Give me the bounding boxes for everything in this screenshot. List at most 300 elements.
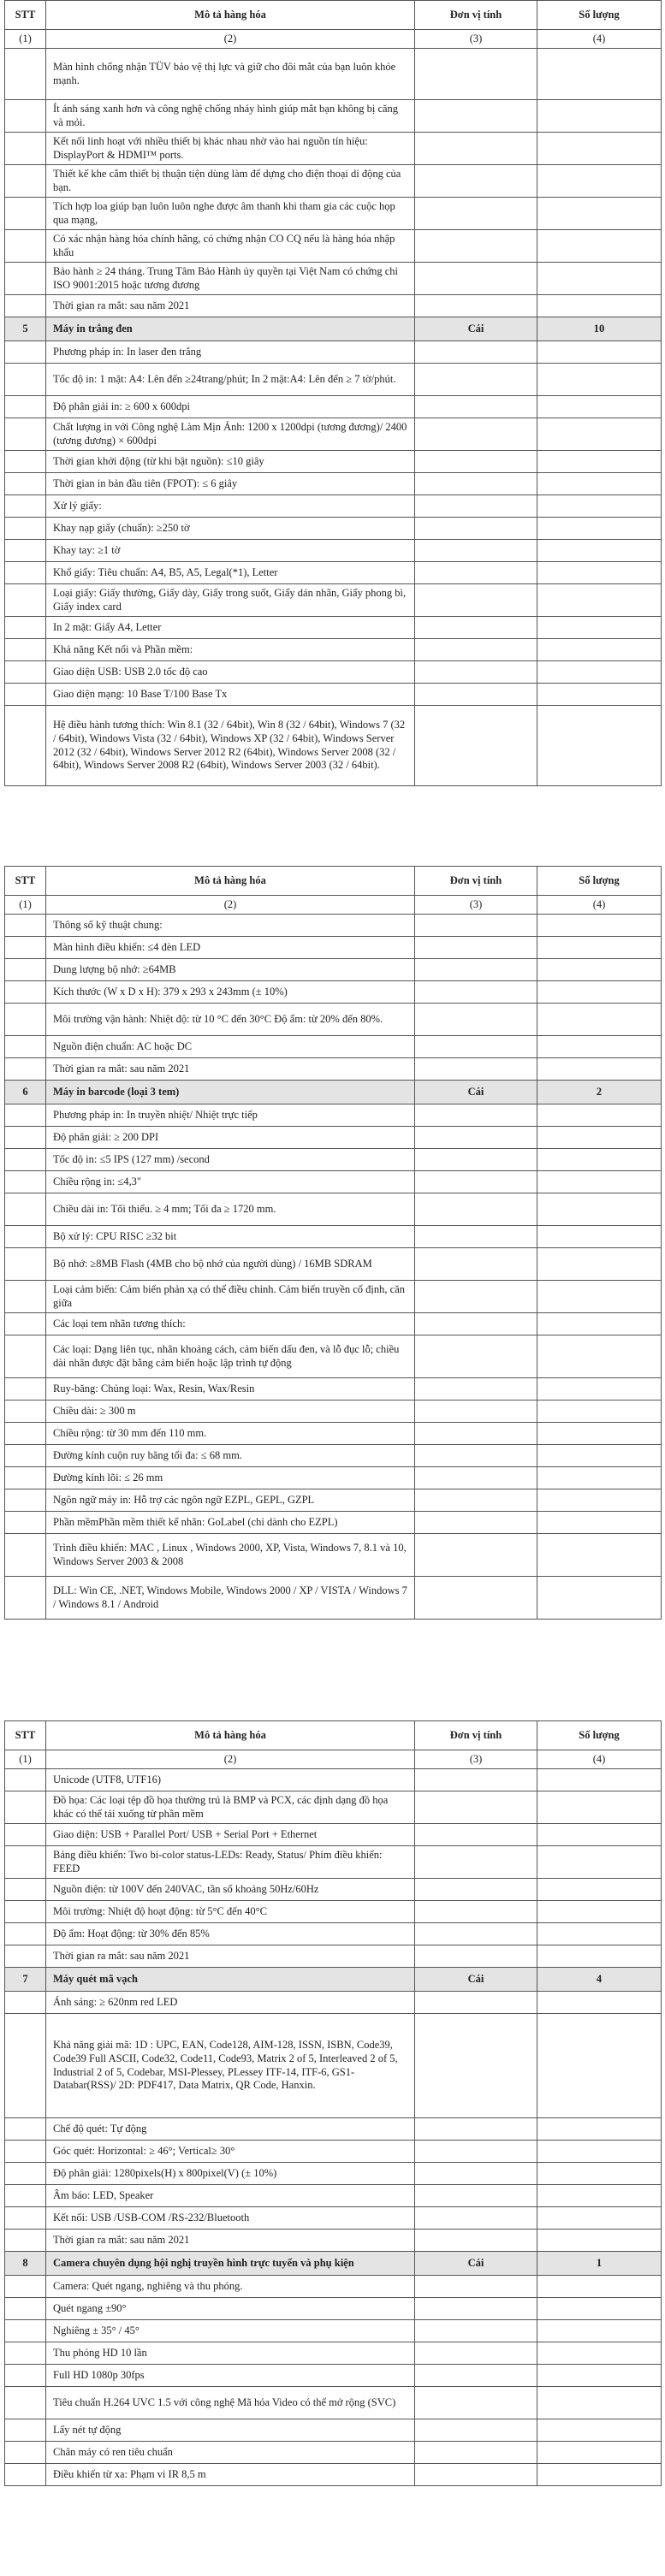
unit-cell <box>415 2118 537 2141</box>
stt-cell <box>5 1104 46 1127</box>
item-number: 5 <box>5 317 46 341</box>
quantity-cell <box>537 2419 662 2442</box>
spec-row <box>5 1226 662 1248</box>
spec-description: Kết nối linh hoạt với nhiều thiết bị khác nhau nhờ vào hai nguồn tín hiệu: DisplayPort & HDMI™ ports. <box>46 133 415 165</box>
column-number: (3) <box>415 896 537 915</box>
spec-description: Các loại tem nhãn tương thích: <box>46 1313 415 1335</box>
spec-row <box>5 295 662 317</box>
spec-row <box>5 1401 662 1423</box>
spec-row <box>5 2276 662 2298</box>
quantity-cell <box>537 684 662 706</box>
spec-description: Khay nạp giấy (chuẩn): ≥250 tờ <box>46 518 415 540</box>
unit-cell <box>415 198 537 230</box>
stt-cell <box>5 49 46 100</box>
unit-cell <box>415 1445 537 1467</box>
header-quantity: Số lượng <box>537 1 662 30</box>
quantity-cell <box>537 2141 662 2163</box>
spec-row <box>5 1534 662 1577</box>
item-unit: Cái <box>415 317 537 341</box>
quantity-cell <box>537 937 662 959</box>
stt-cell <box>5 1149 46 1171</box>
stt-cell <box>5 584 46 617</box>
unit-cell <box>415 981 537 1004</box>
unit-cell <box>415 1824 537 1846</box>
stt-cell <box>5 1335 46 1378</box>
unit-cell <box>415 2320 537 2342</box>
item-name: Camera chuyên dụng hội nghị truyền hình trực tuyến và phụ kiện <box>46 2252 415 2276</box>
stt-cell <box>5 133 46 165</box>
spec-description: Ruy-băng: Chủng loại: Wax, Resin, Wax/Resin <box>46 1378 415 1401</box>
spec-row <box>5 1036 662 1058</box>
item-unit: Cái <box>415 1081 537 1104</box>
spec-description: Điều khiển từ xa: Phạm vi IR 8,5 m <box>46 2464 415 2486</box>
stt-cell <box>5 1512 46 1534</box>
quantity-cell <box>537 1923 662 1945</box>
stt-cell <box>5 2230 46 2252</box>
spec-description: Đường kính cuộn ruy băng tối đa: ≤ 68 mm. <box>46 1445 415 1467</box>
spec-description: Môi trường: Nhiệt độ hoạt động: từ 5°C đến 40°C <box>46 1901 415 1923</box>
stt-cell <box>5 1923 46 1945</box>
stt-cell <box>5 295 46 317</box>
stt-cell <box>5 2320 46 2342</box>
unit-cell <box>415 1577 537 1620</box>
spec-row <box>5 1335 662 1378</box>
column-number: (4) <box>537 1750 662 1769</box>
quantity-cell <box>537 165 662 198</box>
spec-table <box>4 0 662 786</box>
spec-description: Âm báo: LED, Speaker <box>46 2185 415 2207</box>
spec-description: Môi trường vận hành: Nhiệt độ: từ 10 °C đến 30°C Độ ẩm: từ 20% đến 80%. <box>46 1004 415 1036</box>
spec-description: Trình điều khiển: MAC , Linux , Windows 2000, XP, Vista, Windows 7, 8.1 và 10, Windows Server 2003 & 2008 <box>46 1534 415 1577</box>
spec-description: Bộ xử lý: CPU RISC ≥32 bit <box>46 1226 415 1248</box>
quantity-cell <box>537 2276 662 2298</box>
unit-cell <box>415 364 537 396</box>
unit-cell <box>415 2163 537 2185</box>
quantity-cell <box>537 49 662 100</box>
spec-description: Thời gian khởi động (từ khi bật nguồn): ≤10 giây <box>46 451 415 473</box>
spec-description: Tiêu chuẩn H.264 UVC 1.5 với công nghệ Mã hóa Video có thể mở rộng (SVC) <box>46 2387 415 2419</box>
spec-row <box>5 263 662 295</box>
quantity-cell <box>537 2342 662 2365</box>
spec-description: Loại giấy: Giấy thường, Giấy dày, Giấy trong suốt, Giấy dán nhãn, Giấy phong bì, Giấy index card <box>46 584 415 617</box>
spec-row <box>5 1058 662 1081</box>
stt-cell <box>5 2185 46 2207</box>
quantity-cell <box>537 1036 662 1058</box>
stt-cell <box>5 937 46 959</box>
quantity-cell <box>537 540 662 562</box>
unit-cell <box>415 2230 537 2252</box>
spec-description: Tốc độ in: ≤5 IPS (127 mm) /second <box>46 1149 415 1171</box>
spec-row <box>5 1791 662 1824</box>
spec-description: Độ phân giải: 1280pixels(H) x 800pixel(V) (± 10%) <box>46 2163 415 2185</box>
column-number-row <box>5 30 662 49</box>
column-number: (4) <box>537 896 662 915</box>
stt-cell <box>5 2207 46 2230</box>
spec-row <box>5 1923 662 1945</box>
spec-description: Khay tay: ≥1 tờ <box>46 540 415 562</box>
spec-description: Tốc độ in: 1 mặt: A4: Lên đến ≥24trang/phút; In 2 mặt:A4: Lên đến ≥ 7 tờ/phút. <box>46 364 415 396</box>
spec-description: Quét ngang ±90° <box>46 2298 415 2320</box>
stt-cell <box>5 661 46 684</box>
unit-cell <box>415 1036 537 1058</box>
quantity-cell <box>537 1313 662 1335</box>
stt-cell <box>5 1378 46 1401</box>
unit-cell <box>415 1378 537 1401</box>
spec-description: Phương pháp in: In truyền nhiệt/ Nhiệt trực tiếp <box>46 1104 415 1127</box>
spec-row <box>5 1378 662 1401</box>
unit-cell <box>415 473 537 495</box>
stt-cell <box>5 540 46 562</box>
spec-description: Thời gian ra mắt: sau năm 2021 <box>46 2230 415 2252</box>
spec-table <box>4 1720 662 2486</box>
column-number: (2) <box>46 30 415 49</box>
stt-cell <box>5 451 46 473</box>
spec-description: Xử lý giấy: <box>46 495 415 518</box>
quantity-cell <box>537 473 662 495</box>
spec-row <box>5 684 662 706</box>
unit-cell <box>415 639 537 661</box>
spec-row <box>5 518 662 540</box>
stt-cell <box>5 2365 46 2387</box>
stt-cell <box>5 1489 46 1512</box>
spec-row <box>5 1193 662 1226</box>
quantity-cell <box>537 1104 662 1127</box>
spec-description: Full HD 1080p 30fps <box>46 2365 415 2387</box>
unit-cell <box>415 165 537 198</box>
stt-cell <box>5 959 46 981</box>
unit-cell <box>415 49 537 100</box>
item-name: Máy in trắng đen <box>46 317 415 341</box>
quantity-cell <box>537 2387 662 2419</box>
quantity-cell <box>537 1489 662 1512</box>
spec-row <box>5 2419 662 2442</box>
spec-row <box>5 1992 662 2014</box>
quantity-cell <box>537 2298 662 2320</box>
spec-description: Bảng điều khiển: Two bi-color status-LEDs: Ready, Status/ Phím điều khiển: FEED <box>46 1846 415 1879</box>
quantity-cell <box>537 1378 662 1401</box>
spec-description: Độ phân giải in: ≥ 600 x 600dpi <box>46 396 415 418</box>
spec-description: Nguồn điện chuẩn: AC hoặc DC <box>46 1036 415 1058</box>
quantity-cell <box>537 1467 662 1489</box>
quantity-cell <box>537 706 662 786</box>
quantity-cell <box>537 1171 662 1193</box>
spec-description: Thời gian ra mắt: sau năm 2021 <box>46 1945 415 1968</box>
quantity-cell <box>537 2365 662 2387</box>
stt-cell <box>5 1171 46 1193</box>
spec-row <box>5 2320 662 2342</box>
unit-cell <box>415 100 537 133</box>
quantity-cell <box>537 1846 662 1879</box>
unit-cell <box>415 1193 537 1226</box>
quantity-cell <box>537 2464 662 2486</box>
item-name: Máy quét mã vạch <box>46 1968 415 1992</box>
spec-row <box>5 706 662 786</box>
spec-row <box>5 1901 662 1923</box>
unit-cell <box>415 295 537 317</box>
spec-row <box>5 451 662 473</box>
unit-cell <box>415 2387 537 2419</box>
unit-cell <box>415 2298 537 2320</box>
stt-cell <box>5 2464 46 2486</box>
spec-row <box>5 1149 662 1171</box>
spec-row <box>5 1577 662 1620</box>
spec-description: Chế độ quét: Tự động <box>46 2118 415 2141</box>
spec-description: Chiều dài in: Tối thiểu. ≥ 4 mm; Tối đa ≥ 1720 mm. <box>46 1193 415 1226</box>
quantity-cell <box>537 1004 662 1036</box>
spec-description: DLL: Win CE, .NET, Windows Mobile, Windows 2000 / XP / VISTA / Windows 7 / Windows 8.1 / Android <box>46 1577 415 1620</box>
spec-description: Kết nối: USB /USB-COM /RS-232/Bluetooth <box>46 2207 415 2230</box>
spec-row <box>5 418 662 451</box>
stt-cell <box>5 473 46 495</box>
spec-description: Hệ điều hành tương thích: Win 8.1 (32 / 64bit), Win 8 (32 / 64bit), Windows 7 (32 / 64bit), Windows Vista (32 / 64bit), Windows XP (32 / 64bit), Windows Server 2012 (32 / 64bit), Windows Server 2012 R2 (64bit), Windows Server 2008 (32 / 64bit), Windows Server 2008 R2 (64bit), Windows Server 2003 (32 / 64bit). <box>46 706 415 786</box>
quantity-cell <box>537 2185 662 2207</box>
stt-cell <box>5 1226 46 1248</box>
spec-row <box>5 1423 662 1445</box>
unit-cell <box>415 2342 537 2365</box>
unit-cell <box>415 1127 537 1149</box>
stt-cell <box>5 1313 46 1335</box>
stt-cell <box>5 1879 46 1901</box>
unit-cell <box>415 2185 537 2207</box>
unit-cell <box>415 2419 537 2442</box>
column-number: (1) <box>5 30 46 49</box>
unit-cell <box>415 1335 537 1378</box>
unit-cell <box>415 1534 537 1577</box>
spec-description: Camera: Quét ngang, nghiêng và thu phóng. <box>46 2276 415 2298</box>
unit-cell <box>415 706 537 786</box>
stt-cell <box>5 2276 46 2298</box>
header-unit: Đơn vị tính <box>415 1 537 30</box>
quantity-cell <box>537 1226 662 1248</box>
spec-row <box>5 341 662 364</box>
item-number: 7 <box>5 1968 46 1992</box>
spec-row <box>5 1879 662 1901</box>
unit-cell <box>415 1992 537 2014</box>
unit-cell <box>415 2442 537 2464</box>
spec-row <box>5 396 662 418</box>
header-stt: STT <box>5 867 46 896</box>
spec-description: Khả năng giải mã: 1D : UPC, EAN, Code128, AIM-128, ISSN, ISBN, Code39, Code39 Full ASCII, Code32, Code11, Code93, Matrix 2 of 5, Interleaved 2 of 5, Industrial 2 of 5, Codebar, MSI-Plessey, PLessey ITF-14, ITF-6, GS1-Databar(RSS)/ 2D: PDF417, Data Matrix, QR Code, Hanxin. <box>46 2014 415 2118</box>
header-stt: STT <box>5 1 46 30</box>
spec-row <box>5 1104 662 1127</box>
unit-cell <box>415 1104 537 1127</box>
unit-cell <box>415 1423 537 1445</box>
unit-cell <box>415 1058 537 1081</box>
unit-cell <box>415 263 537 295</box>
stt-cell <box>5 915 46 937</box>
quantity-cell <box>537 198 662 230</box>
unit-cell <box>415 1769 537 1791</box>
quantity-cell <box>537 661 662 684</box>
item-header-row <box>5 1968 662 1992</box>
unit-cell <box>415 1248 537 1281</box>
header-description: Mô tả hàng hóa <box>46 867 415 896</box>
spec-row <box>5 584 662 617</box>
column-number-row <box>5 896 662 915</box>
column-number: (4) <box>537 30 662 49</box>
spec-description: Ít ánh sáng xanh hơn và công nghệ chống nháy hình giúp mắt bạn không bị căng và mỏi. <box>46 100 415 133</box>
stt-cell <box>5 1281 46 1313</box>
spec-row <box>5 230 662 263</box>
unit-cell <box>415 518 537 540</box>
spec-description: Độ ẩm: Hoạt động: từ 30% đến 85% <box>46 1923 415 1945</box>
spec-row <box>5 959 662 981</box>
quantity-cell <box>537 1127 662 1149</box>
unit-cell <box>415 1791 537 1824</box>
spec-table <box>4 866 662 1620</box>
unit-cell <box>415 1879 537 1901</box>
spec-row <box>5 2342 662 2365</box>
stt-cell <box>5 100 46 133</box>
stt-cell <box>5 1445 46 1467</box>
stt-cell <box>5 706 46 786</box>
spec-description: Chiều rộng: từ 30 mm đến 110 mm. <box>46 1423 415 1445</box>
stt-cell <box>5 2298 46 2320</box>
spec-row <box>5 2014 662 2118</box>
quantity-cell <box>537 518 662 540</box>
quantity-cell <box>537 396 662 418</box>
header-stt: STT <box>5 1721 46 1750</box>
stt-cell <box>5 2419 46 2442</box>
spec-description: Đường kính lõi: ≤ 26 mm <box>46 1467 415 1489</box>
quantity-cell <box>537 1512 662 1534</box>
header-description: Mô tả hàng hóa <box>46 1 415 30</box>
spec-description: Phần mềmPhần mềm thiết kế nhãn: GoLabel (chỉ dành cho EZPL) <box>46 1512 415 1534</box>
spec-row <box>5 2185 662 2207</box>
spec-row <box>5 1824 662 1846</box>
stt-cell <box>5 396 46 418</box>
unit-cell <box>415 2014 537 2118</box>
spec-description: Bộ nhớ: ≥8MB Flash (4MB cho bộ nhớ của người dùng) / 16MB SDRAM <box>46 1248 415 1281</box>
quantity-cell <box>537 2320 662 2342</box>
spec-row <box>5 937 662 959</box>
spec-description: Lấy nét tự động <box>46 2419 415 2442</box>
spec-row <box>5 1467 662 1489</box>
stt-cell <box>5 518 46 540</box>
spec-description: Loại cảm biến: Cảm biến phản xạ có thể điều chỉnh. Cảm biến truyền cố định, căn giữa <box>46 1281 415 1313</box>
item-header-row <box>5 317 662 341</box>
stt-cell <box>5 1423 46 1445</box>
spec-description: Phương pháp in: In laser đen trắng <box>46 341 415 364</box>
unit-cell <box>415 341 537 364</box>
spec-description: Dung lượng bộ nhớ: ≥64MB <box>46 959 415 981</box>
spec-row <box>5 165 662 198</box>
column-number: (3) <box>415 30 537 49</box>
stt-cell <box>5 198 46 230</box>
spec-description: Độ phân giải: ≥ 200 DPI <box>46 1127 415 1149</box>
quantity-cell <box>537 1058 662 1081</box>
column-number: (1) <box>5 1750 46 1769</box>
quantity-cell <box>537 364 662 396</box>
stt-cell <box>5 1945 46 1968</box>
quantity-cell <box>537 230 662 263</box>
stt-cell <box>5 981 46 1004</box>
stt-cell <box>5 263 46 295</box>
quantity-cell <box>537 915 662 937</box>
stt-cell <box>5 2342 46 2365</box>
unit-cell <box>415 451 537 473</box>
spec-row <box>5 2141 662 2163</box>
quantity-cell <box>537 1901 662 1923</box>
spec-row <box>5 1171 662 1193</box>
spec-description: Tích hợp loa giúp bạn luôn luôn nghe được âm thanh khi tham gia các cuộc họp qua mạng, <box>46 198 415 230</box>
stt-cell <box>5 1058 46 1081</box>
item-header-row <box>5 2252 662 2276</box>
unit-cell <box>415 418 537 451</box>
spec-description: Giao diện: USB + Parallel Port/ USB + Serial Port + Ethernet <box>46 1824 415 1846</box>
unit-cell <box>415 1226 537 1248</box>
spec-description: Nghiêng ± 35° / 45° <box>46 2320 415 2342</box>
quantity-cell <box>537 1791 662 1824</box>
spec-description: Màn hình điều khiển: ≤4 đèn LED <box>46 937 415 959</box>
spec-row <box>5 133 662 165</box>
quantity-cell <box>537 1945 662 1968</box>
spec-row <box>5 473 662 495</box>
spec-row <box>5 2118 662 2141</box>
stt-cell <box>5 1901 46 1923</box>
spec-row <box>5 1445 662 1467</box>
unit-cell <box>415 1313 537 1335</box>
stt-cell <box>5 1769 46 1791</box>
spec-description: Thời gian ra mắt: sau năm 2021 <box>46 1058 415 1081</box>
spec-description: Chất lượng in với Công nghệ Làm Mịn Ảnh: 1200 x 1200dpi (tương đương)/ 2400 (tương đương) × 600dpi <box>46 418 415 451</box>
spec-description: Góc quét: Horizontal: ≥ 46°; Vertical≥ 30° <box>46 2141 415 2163</box>
stt-cell <box>5 617 46 639</box>
stt-cell <box>5 495 46 518</box>
spec-row <box>5 562 662 584</box>
spec-row <box>5 1489 662 1512</box>
unit-cell <box>415 1945 537 1968</box>
unit-cell <box>415 1281 537 1313</box>
spec-description: Bảo hành ≥ 24 tháng. Trung Tâm Bảo Hành ủy quyền tại Việt Nam có chứng chỉ ISO 9001:2015 hoặc tương đương <box>46 263 415 295</box>
quantity-cell <box>537 495 662 518</box>
spec-row <box>5 1281 662 1313</box>
spec-row <box>5 1313 662 1335</box>
column-number: (2) <box>46 896 415 915</box>
quantity-cell <box>537 100 662 133</box>
spec-description: Màn hình chống nhận TÜV bảo vệ thị lực và giữ cho đôi mắt của bạn luôn khỏe mạnh. <box>46 49 415 100</box>
item-quantity: 1 <box>537 2252 662 2276</box>
spec-description: Chân máy có ren tiêu chuẩn <box>46 2442 415 2464</box>
spec-description: Thu phóng HD 10 lần <box>46 2342 415 2365</box>
quantity-cell <box>537 295 662 317</box>
spec-row <box>5 495 662 518</box>
spec-row <box>5 661 662 684</box>
quantity-cell <box>537 1423 662 1445</box>
spec-description: Unicode (UTF8, UTF16) <box>46 1769 415 1791</box>
stt-cell <box>5 2141 46 2163</box>
unit-cell <box>415 684 537 706</box>
quantity-cell <box>537 1824 662 1846</box>
item-quantity: 2 <box>537 1081 662 1104</box>
column-number: (2) <box>46 1750 415 1769</box>
spec-description: In 2 mặt: Giấy A4, Letter <box>46 617 415 639</box>
item-quantity: 10 <box>537 317 662 341</box>
header-description: Mô tả hàng hóa <box>46 1721 415 1750</box>
quantity-cell <box>537 1401 662 1423</box>
spec-description: Nguồn điện: từ 100V đến 240VAC, tần số khoảng 50Hz/60Hz <box>46 1879 415 1901</box>
unit-cell <box>415 133 537 165</box>
spec-description: Có xác nhận hàng hóa chính hãng, có chứng nhận CO CQ nếu là hàng hóa nhập khẩu <box>46 230 415 263</box>
quantity-cell <box>537 2163 662 2185</box>
spec-row <box>5 2365 662 2387</box>
spec-row <box>5 639 662 661</box>
spec-description: Ánh sáng: ≥ 620nm red LED <box>46 1992 415 2014</box>
quantity-cell <box>537 2014 662 2118</box>
spec-description: Kích thước (W x D x H): 379 x 293 x 243mm (± 10%) <box>46 981 415 1004</box>
spec-row <box>5 981 662 1004</box>
quantity-cell <box>537 959 662 981</box>
